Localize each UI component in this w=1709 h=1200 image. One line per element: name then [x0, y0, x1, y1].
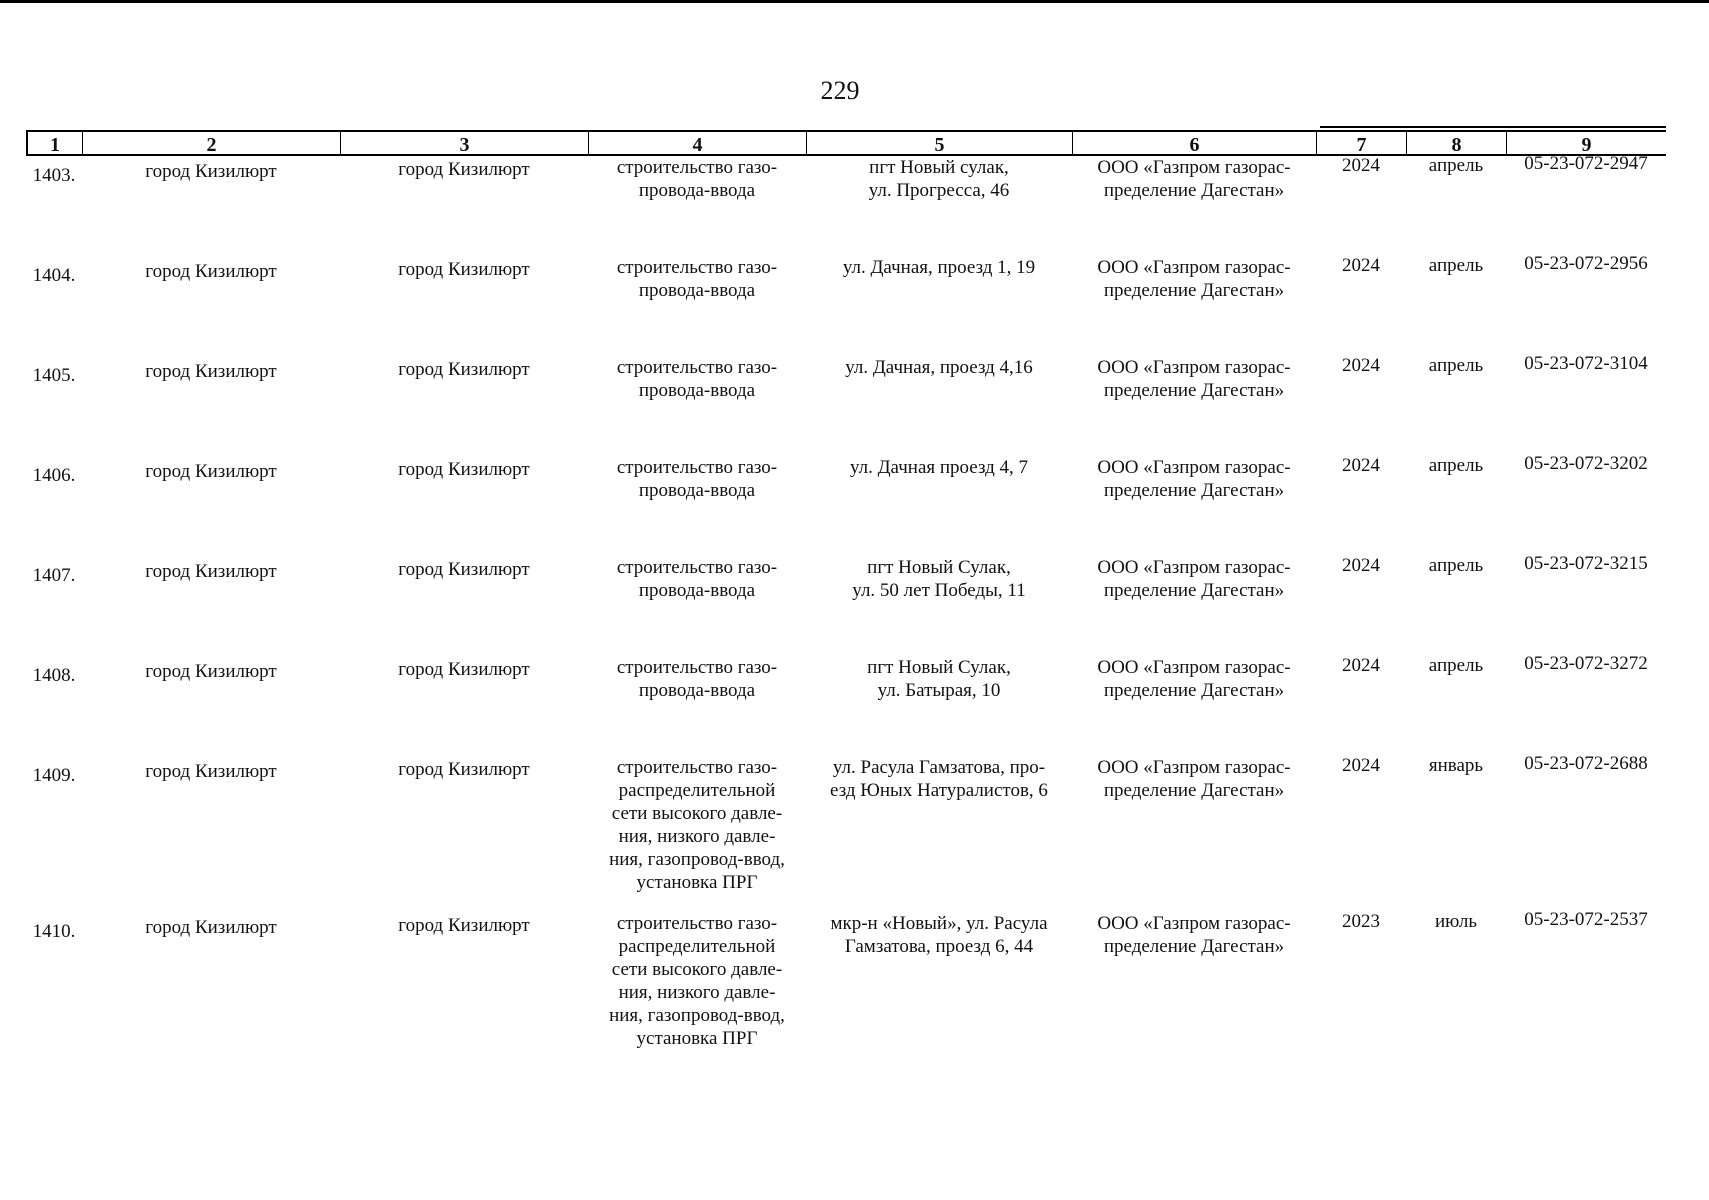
cell-line: пределение Дагестан»: [1103, 180, 1285, 201]
cell-month: [1406, 910, 1506, 933]
cell-district: [82, 760, 340, 783]
cell-line: 05-23-072-3272: [1524, 653, 1648, 674]
cell-year: [1316, 554, 1406, 577]
column-header-3: 3: [340, 132, 588, 154]
cell-line: ния, газопровод-ввод,: [609, 849, 785, 870]
cell-line: сети высокого давле-: [611, 803, 783, 824]
cell-work-type: [588, 756, 806, 894]
cell-line: ул. 50 лет Победы, 11: [852, 580, 1026, 601]
cell-line: ООО «Газпром газорас-: [1097, 657, 1291, 678]
cell-line: город Кизилюрт: [145, 361, 277, 382]
cell-month: [1406, 554, 1506, 577]
cell-work-type: [588, 156, 806, 202]
cell-work-type: [588, 656, 806, 702]
cell-line: апрель: [1428, 555, 1484, 576]
cell-line: город Кизилюрт: [398, 559, 530, 580]
cell-line: город Кизилюрт: [145, 561, 277, 582]
cell-line: город Кизилюрт: [145, 161, 277, 182]
cell-line: 1410.: [32, 921, 76, 942]
cell-organization: [1072, 456, 1316, 502]
cell-line: строительство газо-: [616, 757, 778, 778]
cell-line: город Кизилюрт: [145, 761, 277, 782]
cell-line: ния, низкого давле-: [618, 982, 776, 1003]
cell-organization: [1072, 756, 1316, 802]
cell-district: [82, 260, 340, 283]
cell-line: апрель: [1428, 255, 1484, 276]
cell-month: [1406, 154, 1506, 177]
cell-line: 2024: [1342, 655, 1380, 676]
cell-line: город Кизилюрт: [398, 459, 530, 480]
cell-row-number: [26, 564, 82, 587]
column-header-8: 8: [1406, 132, 1506, 154]
cell-settlement: [340, 558, 588, 581]
cell-settlement: [340, 458, 588, 481]
cell-month: [1406, 754, 1506, 777]
cell-line: распределительной: [618, 936, 776, 957]
cell-line: 1406.: [32, 465, 76, 486]
cell-line: город Кизилюрт: [398, 915, 530, 936]
column-header-1: 1: [26, 132, 82, 154]
cell-line: ООО «Газпром газорас-: [1097, 157, 1291, 178]
cell-line: пределение Дагестан»: [1103, 280, 1285, 301]
column-header-5: 5: [806, 132, 1072, 154]
cell-line: город Кизилюрт: [398, 259, 530, 280]
cell-line: город Кизилюрт: [398, 759, 530, 780]
cell-line: строительство газо-: [616, 257, 778, 278]
cell-line: ния, низкого давле-: [618, 826, 776, 847]
cell-line: пределение Дагестан»: [1103, 680, 1285, 701]
cell-year: [1316, 654, 1406, 677]
cell-line: 2024: [1342, 355, 1380, 376]
cell-settlement: [340, 658, 588, 681]
cell-organization: [1072, 356, 1316, 402]
cell-line: 05-23-072-2537: [1524, 909, 1648, 930]
cell-line: 2024: [1342, 155, 1380, 176]
cell-work-type: [588, 256, 806, 302]
cell-line: город Кизилюрт: [398, 159, 530, 180]
cell-year: [1316, 354, 1406, 377]
cell-line: апрель: [1428, 355, 1484, 376]
cell-line: ул. Батырая, 10: [877, 680, 1001, 701]
cell-district: [82, 916, 340, 939]
cell-code: [1506, 152, 1666, 175]
cell-year: [1316, 254, 1406, 277]
cell-line: строительство газо-: [616, 457, 778, 478]
cell-line: провода-ввода: [638, 480, 756, 501]
cell-line: провода-ввода: [638, 380, 756, 401]
cell-line: строительство газо-: [616, 357, 778, 378]
cell-address: [806, 756, 1072, 802]
cell-line: 1404.: [32, 265, 76, 286]
cell-district: [82, 160, 340, 183]
cell-organization: [1072, 556, 1316, 602]
cell-line: апрель: [1428, 655, 1484, 676]
cell-line: город Кизилюрт: [145, 261, 277, 282]
cell-month: [1406, 454, 1506, 477]
cell-line: пределение Дагестан»: [1103, 580, 1285, 601]
cell-organization: [1072, 156, 1316, 202]
cell-district: [82, 560, 340, 583]
cell-line: пределение Дагестан»: [1103, 480, 1285, 501]
page-top-edge: [0, 0, 1709, 3]
cell-line: ул. Дачная проезд 4, 7: [849, 457, 1029, 478]
cell-row-number: [26, 664, 82, 687]
cell-line: ул. Расула Гамзатова, про-: [832, 757, 1046, 778]
cell-row-number: [26, 364, 82, 387]
cell-line: пределение Дагестан»: [1103, 380, 1285, 401]
cell-work-type: [588, 356, 806, 402]
cell-address: [806, 456, 1072, 479]
cell-line: город Кизилюрт: [145, 461, 277, 482]
cell-line: строительство газо-: [616, 157, 778, 178]
cell-year: [1316, 154, 1406, 177]
cell-line: провода-ввода: [638, 680, 756, 701]
cell-line: январь: [1428, 755, 1484, 776]
cell-line: 1405.: [32, 365, 76, 386]
cell-address: [806, 912, 1072, 958]
cell-year: [1316, 910, 1406, 933]
cell-code: [1506, 552, 1666, 575]
cell-line: провода-ввода: [638, 580, 756, 601]
cell-row-number: [26, 164, 82, 187]
cell-code: [1506, 452, 1666, 475]
cell-line: строительство газо-: [616, 557, 778, 578]
cell-year: [1316, 454, 1406, 477]
cell-district: [82, 660, 340, 683]
cell-line: мкр-н «Новый», ул. Расула: [830, 913, 1048, 934]
cell-line: 1403.: [32, 165, 76, 186]
cell-line: июль: [1434, 911, 1478, 932]
cell-line: ул. Дачная, проезд 4,16: [845, 357, 1033, 378]
cell-settlement: [340, 758, 588, 781]
column-header-7: 7: [1316, 132, 1406, 154]
cell-address: [806, 656, 1072, 702]
cell-code: [1506, 652, 1666, 675]
cell-line: ООО «Газпром газорас-: [1097, 357, 1291, 378]
cell-address: [806, 256, 1072, 279]
column-header-4: 4: [588, 132, 806, 154]
cell-line: 2024: [1342, 555, 1380, 576]
header-top-line: [1320, 126, 1666, 128]
cell-line: 2024: [1342, 255, 1380, 276]
cell-line: строительство газо-: [616, 657, 778, 678]
cell-line: ул. Прогресса, 46: [868, 180, 1010, 201]
cell-line: провода-ввода: [638, 280, 756, 301]
cell-line: пределение Дагестан»: [1103, 936, 1285, 957]
cell-line: ООО «Газпром газорас-: [1097, 257, 1291, 278]
cell-settlement: [340, 258, 588, 281]
cell-line: ООО «Газпром газорас-: [1097, 457, 1291, 478]
cell-month: [1406, 354, 1506, 377]
cell-row-number: [26, 764, 82, 787]
column-header-9: 9: [1506, 132, 1666, 154]
cell-work-type: [588, 556, 806, 602]
table-header: [26, 130, 1666, 156]
cell-line: 2023: [1342, 911, 1380, 932]
cell-line: пгт Новый сулак,: [869, 157, 1009, 178]
cell-line: 2024: [1342, 455, 1380, 476]
cell-line: город Кизилюрт: [398, 359, 530, 380]
cell-line: ния, газопровод-ввод,: [609, 1005, 785, 1026]
cell-line: пгт Новый Сулак,: [867, 657, 1011, 678]
cell-line: 05-23-072-3104: [1524, 353, 1648, 374]
column-header-2: 2: [82, 132, 340, 154]
cell-line: 05-23-072-3215: [1524, 553, 1648, 574]
cell-code: [1506, 352, 1666, 375]
cell-line: сети высокого давле-: [611, 959, 783, 980]
cell-line: 05-23-072-2688: [1524, 753, 1648, 774]
cell-month: [1406, 254, 1506, 277]
cell-line: провода-ввода: [638, 180, 756, 201]
cell-line: апрель: [1428, 455, 1484, 476]
cell-line: 1407.: [32, 565, 76, 586]
cell-work-type: [588, 456, 806, 502]
cell-line: ООО «Газпром газорас-: [1097, 757, 1291, 778]
cell-month: [1406, 654, 1506, 677]
cell-line: установка ПРГ: [636, 872, 758, 893]
cell-line: город Кизилюрт: [398, 659, 530, 680]
cell-line: пределение Дагестан»: [1103, 780, 1285, 801]
cell-organization: [1072, 912, 1316, 958]
cell-year: [1316, 754, 1406, 777]
page-number: 229: [820, 76, 860, 105]
cell-settlement: [340, 158, 588, 181]
cell-line: ул. Дачная, проезд 1, 19: [842, 257, 1036, 278]
cell-line: город Кизилюрт: [145, 661, 277, 682]
cell-line: 05-23-072-2947: [1524, 153, 1648, 174]
cell-line: пгт Новый Сулак,: [867, 557, 1011, 578]
cell-line: 1409.: [32, 765, 76, 786]
cell-code: [1506, 252, 1666, 275]
cell-line: установка ПРГ: [636, 1028, 758, 1049]
cell-line: апрель: [1428, 155, 1484, 176]
cell-district: [82, 460, 340, 483]
cell-line: Гамзатова, проезд 6, 44: [844, 936, 1034, 957]
cell-line: распределительной: [618, 780, 776, 801]
cell-settlement: [340, 358, 588, 381]
cell-line: город Кизилюрт: [145, 917, 277, 938]
cell-address: [806, 556, 1072, 602]
cell-address: [806, 356, 1072, 379]
cell-row-number: [26, 920, 82, 943]
cell-line: ООО «Газпром газорас-: [1097, 557, 1291, 578]
cell-line: 05-23-072-3202: [1524, 453, 1648, 474]
cell-organization: [1072, 656, 1316, 702]
cell-code: [1506, 908, 1666, 931]
cell-code: [1506, 752, 1666, 775]
cell-line: строительство газо-: [616, 913, 778, 934]
cell-organization: [1072, 256, 1316, 302]
cell-address: [806, 156, 1072, 202]
cell-work-type: [588, 912, 806, 1050]
cell-row-number: [26, 264, 82, 287]
cell-settlement: [340, 914, 588, 937]
cell-line: 05-23-072-2956: [1524, 253, 1648, 274]
cell-line: езд Юных Натуралистов, 6: [830, 780, 1048, 801]
cell-line: 1408.: [32, 665, 76, 686]
cell-line: 2024: [1342, 755, 1380, 776]
column-header-6: 6: [1072, 132, 1316, 154]
cell-district: [82, 360, 340, 383]
cell-line: ООО «Газпром газорас-: [1097, 913, 1291, 934]
cell-row-number: [26, 464, 82, 487]
